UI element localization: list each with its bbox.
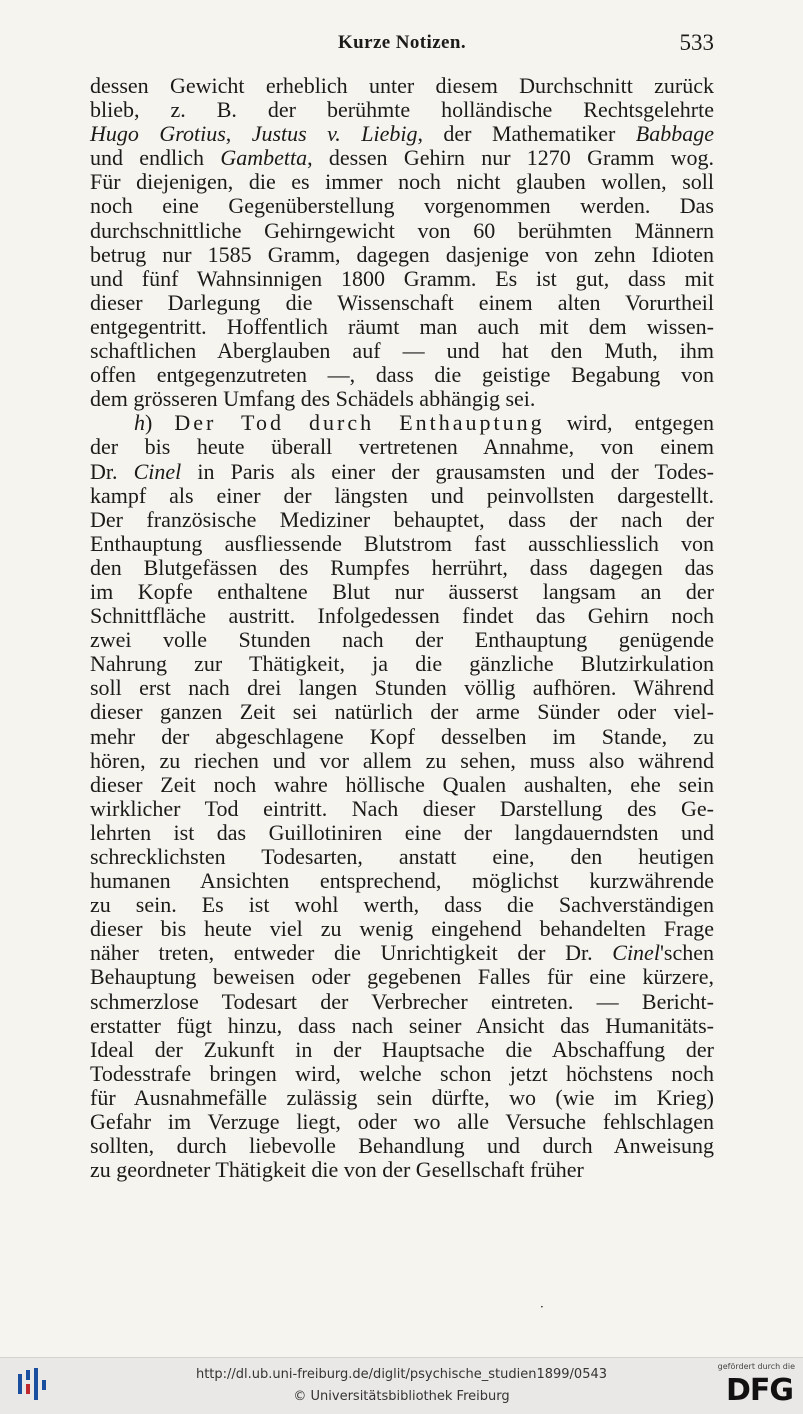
- text-line: [90, 652, 714, 676]
- document-url-link[interactable]: http://dl.ub.uni-freiburg.de/diglit/psychische_studien1899/0543: [195, 1367, 608, 1382]
- text-line: [90, 532, 714, 556]
- text-run: Ideal der Zukunft in der Hauptsache die Abschaffung der: [90, 1036, 714, 1062]
- text-run: wirklicher Tod eintritt. Nach dieser Darstellung des Ge-: [90, 795, 714, 821]
- text-line: [90, 484, 714, 508]
- text-run: zwei volle Stunden nach der Enthauptung genügende: [90, 627, 714, 653]
- text-line: [90, 700, 714, 724]
- body-text: [90, 74, 714, 1182]
- text-line: [90, 676, 714, 700]
- text-line: [90, 773, 714, 797]
- text-line: [90, 411, 714, 435]
- text-line: [90, 267, 714, 291]
- text-run: und endlich: [90, 145, 221, 171]
- page-header: [90, 30, 714, 60]
- text-run: blieb, z. B. der berühmte holländische Rechtsgelehrte: [90, 97, 714, 123]
- text-run: Behauptung beweisen oder gegebenen Falles für eine kürzere,: [90, 964, 714, 990]
- text-line: [90, 628, 714, 652]
- text-run: betrug nur 1585 Gramm, dagegen dasjenige von zehn Idioten: [90, 241, 714, 267]
- text-line: [90, 243, 714, 267]
- text-run: schrecklichsten Todesarten, anstatt eine, den heutigen: [90, 844, 714, 869]
- text-run: der bis heute überall vertretenen Annahme, von einem: [90, 434, 714, 460]
- text-run: mehr der abgeschlagene Kopf desselben im Stande, zu: [90, 723, 714, 749]
- italic-name: Babbage: [635, 121, 714, 147]
- text-run: Todesstrafe bringen wird, welche schon jetzt höchstens noch: [90, 1060, 714, 1086]
- text-line: [90, 1110, 714, 1134]
- text-run: durchschnittliche Gehirngewicht von 60 berühmten Männern: [90, 217, 714, 243]
- text-run: sollten, durch liebevolle Behandlung und durch Anweisung: [90, 1133, 714, 1159]
- text-line: [90, 917, 714, 941]
- text-line: [90, 725, 714, 749]
- text-line: [90, 1158, 714, 1182]
- text-run: entgegentritt. Hoffentlich räumt man auch mit dem wissen-: [90, 313, 714, 339]
- text-line: [90, 363, 714, 387]
- text-line: [90, 869, 714, 893]
- text-line: [90, 146, 714, 170]
- text-run: offen entgegenzutreten —, dass die geistige Begabung von: [90, 362, 714, 388]
- text-run: näher treten, entweder die Unrichtigkeit der Dr.: [90, 940, 613, 966]
- text-run: zu sein. Es ist wohl werth, dass die Sachverständigen: [90, 892, 714, 918]
- text-run: , der Mathematiker: [417, 121, 636, 147]
- text-line: [90, 556, 714, 580]
- text-line: [90, 170, 714, 194]
- viewer-footer: [0, 1357, 803, 1414]
- text-line: [90, 965, 714, 989]
- text-line: [90, 435, 714, 459]
- text-line: [90, 1014, 714, 1038]
- text-run: im Kopfe enthaltene Blut nur äusserst langsam an der: [90, 578, 714, 604]
- text-line: [90, 122, 714, 146]
- italic-name: Cinel: [133, 458, 182, 484]
- text-line: [90, 580, 714, 604]
- text-run: dieser bis heute viel zu wenig eingehend behandelten Frage: [90, 916, 714, 942]
- text-line: [90, 315, 714, 339]
- text-run: für Ausnahmefälle zulässig sein dürfte, wo (wie im Krieg): [90, 1084, 714, 1110]
- text-run: erstatter fügt hinzu, dass nach seiner Ansicht das Humanitäts-: [90, 1012, 714, 1038]
- text-run: schaftlichen Aberglauben auf — und hat den Muth, ihm: [90, 338, 714, 364]
- text-line: [90, 1038, 714, 1062]
- text-run: und fünf Wahnsinnigen 1800 Gramm. Es ist gut, dass mit: [90, 265, 714, 291]
- text-line: [90, 74, 714, 98]
- text-line: [90, 821, 714, 845]
- text-line: [90, 893, 714, 917]
- text-run: in Paris als einer der grausamsten und der Todes-: [181, 458, 715, 484]
- text-run: schmerzlose Todesart der Verbrecher eintreten. — Bericht-: [90, 988, 714, 1014]
- text-line: [90, 990, 714, 1014]
- text-run: Für diejenigen, die es immer noch nicht glauben wollen, soll: [90, 169, 714, 195]
- text-run: dieser Zeit noch wahre höllische Qualen aushalten, ehe sein: [90, 771, 714, 797]
- copyright-notice: © Universitätsbibliothek Freiburg: [293, 1389, 510, 1404]
- text-run: den Blutgefässen des Rumpfes herrührt, dass dagegen das: [90, 554, 714, 580]
- text-run: Schnittfläche austritt. Infolgedessen findet das Gehirn noch: [90, 603, 714, 629]
- text-line: [90, 1062, 714, 1086]
- text-run: dessen Gewicht erheblich unter diesem Durchschnitt zurück: [90, 73, 714, 98]
- text-run: Der französische Mediziner behauptet, dass der nach der: [90, 506, 714, 532]
- text-run: , dessen Gehirn nur 1270 Gramm wog.: [307, 145, 714, 171]
- text-run: soll erst nach drei langen Stunden völlig aufhören. Während: [90, 675, 714, 701]
- text-run: dieser ganzen Zeit sei natürlich der arme Sünder oder viel-: [90, 699, 714, 725]
- text-line: [90, 387, 714, 411]
- text-run: Gefahr im Verzuge liegt, oder wo alle Versuche fehlschlagen: [90, 1109, 714, 1135]
- text-run: Enthauptung ausfliessende Blutstrom fast ausschliesslich von: [90, 530, 714, 556]
- text-run: wird, entgegen: [544, 410, 714, 436]
- italic-name: Justus v. Liebig: [251, 121, 418, 147]
- text-run: hören, zu riechen und vor allem zu sehen, muss also während: [90, 747, 714, 773]
- italic-name: Cinel: [612, 940, 660, 966]
- text-line: [90, 604, 714, 628]
- text-line: [90, 460, 714, 484]
- text-line: [90, 1134, 714, 1158]
- text-run: 'schen: [659, 940, 714, 966]
- text-line: [90, 845, 714, 869]
- text-line: [90, 339, 714, 363]
- text-run: Dr.: [90, 458, 134, 484]
- running-title: Kurze Notizen.: [337, 32, 466, 53]
- text-run: humanen Ansichten entsprechend, möglichst kurzwährende: [90, 868, 714, 894]
- text-line: [90, 98, 714, 122]
- italic-name: Hugo Grotius: [90, 121, 226, 147]
- text-run: Nahrung zur Thätigkeit, ja die gänzliche Blutzirkulation: [90, 651, 714, 677]
- text-run: zu geordneter Thätigkeit die von der Gesellschaft früher: [90, 1157, 584, 1183]
- italic-name: Gambetta: [220, 145, 308, 171]
- dfg-logo: DFG: [725, 1373, 793, 1408]
- spaced-heading: Der Tod durch Enthauptung: [174, 410, 545, 436]
- text-run: dem grösseren Umfang des Schädels abhängig sei.: [90, 386, 536, 412]
- text-line: [90, 194, 714, 218]
- text-run: dieser Darlegung die Wissenschaft einem alten Vorurtheil: [90, 289, 714, 315]
- text-line: [90, 1086, 714, 1110]
- text-run: noch eine Gegenüberstellung vorgenommen werden. Das: [90, 193, 714, 219]
- stray-mark: ·: [540, 1300, 544, 1314]
- text-run: ,: [225, 121, 252, 147]
- text-run: lehrten ist das Guillotiniren eine der langdauerndsten und: [90, 819, 714, 845]
- text-line: [90, 291, 714, 315]
- dfg-caption: gefördert durch die: [717, 1362, 795, 1371]
- text-line: [90, 508, 714, 532]
- text-line: [90, 941, 714, 965]
- page-number: 533: [679, 30, 714, 55]
- italic-name: h: [134, 410, 145, 436]
- text-line: [90, 219, 714, 243]
- text-line: [90, 749, 714, 773]
- text-run: kampf als einer der längsten und peinvollsten dargestellt.: [90, 482, 714, 508]
- text-line: [90, 797, 714, 821]
- text-run: ): [145, 410, 175, 436]
